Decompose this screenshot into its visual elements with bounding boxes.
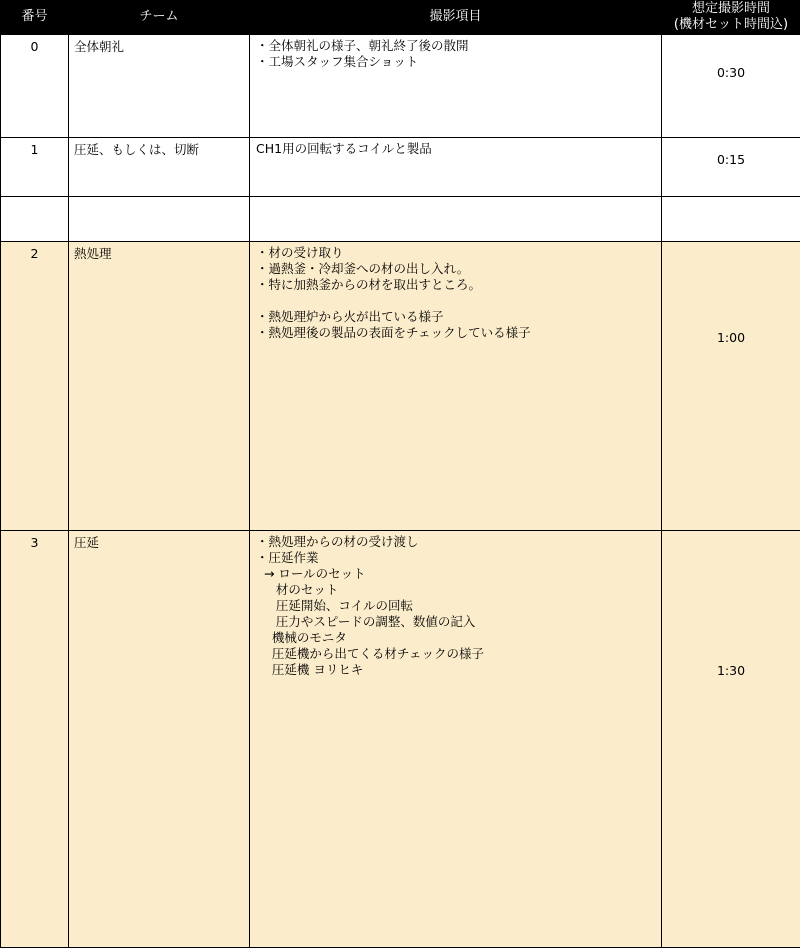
table-row	[1, 138, 800, 197]
header-number: 番号	[1, 0, 69, 35]
item-line: ・熱処理炉から火が出ている様子	[256, 309, 661, 325]
row-time: 0:15	[662, 138, 800, 197]
item-line: ・材の受け取り	[256, 245, 661, 261]
item-line: ・全体朝礼の様子、朝礼終了後の散開	[256, 38, 661, 54]
empty-cell	[69, 197, 250, 242]
row-items	[250, 531, 662, 948]
row-team: 熱処理	[69, 242, 250, 531]
empty-row	[1, 197, 800, 242]
item-line: ・熱処理からの材の受け渡し	[256, 534, 661, 550]
empty-cell	[250, 197, 662, 242]
row-time: 1:30	[662, 531, 800, 948]
item-line: ・工場スタッフ集合ショット	[256, 54, 661, 70]
row-items	[250, 35, 662, 138]
item-line: 圧延開始、コイルの回転	[256, 598, 661, 614]
header-time	[662, 0, 800, 35]
table-row	[1, 242, 800, 531]
row-team: 全体朝礼	[69, 35, 250, 138]
item-line: ・特に加熱釜からの材を取出すところ。	[256, 277, 661, 293]
item-line: ・圧延作業	[256, 550, 661, 566]
header-team: チーム	[69, 0, 250, 35]
row-items	[250, 242, 662, 531]
empty-cell	[1, 197, 69, 242]
row-number: 0	[1, 35, 69, 138]
item-line: ・熱処理後の製品の表面をチェックしている様子	[256, 325, 661, 341]
row-number: 2	[1, 242, 69, 531]
item-line: 圧延機 ヨリヒキ	[256, 662, 661, 678]
item-line: → ロールのセット	[256, 566, 661, 582]
header-items: 撮影項目	[250, 0, 662, 35]
row-items	[250, 138, 662, 197]
row-team: 圧延	[69, 531, 250, 948]
item-line: CH1用の回転するコイルと製品	[256, 141, 661, 157]
row-number: 1	[1, 138, 69, 197]
item-line: 材のセット	[256, 582, 661, 598]
table-row	[1, 35, 800, 138]
header-time-label: 想定撮影時間	[662, 1, 800, 17]
item-line: ・過熱釜・冷却釜への材の出し入れ。	[256, 261, 661, 277]
row-time: 0:30	[662, 35, 800, 138]
item-line: 機械のモニタ	[256, 630, 661, 646]
header-time-note: (機材セット時間込)	[662, 17, 800, 33]
row-number: 3	[1, 531, 69, 948]
row-team: 圧延、もしくは、切断	[69, 138, 250, 197]
item-line	[256, 293, 661, 309]
empty-cell	[662, 197, 800, 242]
item-line: 圧力やスピードの調整、数値の記入	[256, 614, 661, 630]
row-time: 1:00	[662, 242, 800, 531]
item-line: 圧延機から出てくる材チェックの様子	[256, 646, 661, 662]
header-row	[1, 0, 800, 35]
table-row	[1, 531, 800, 948]
